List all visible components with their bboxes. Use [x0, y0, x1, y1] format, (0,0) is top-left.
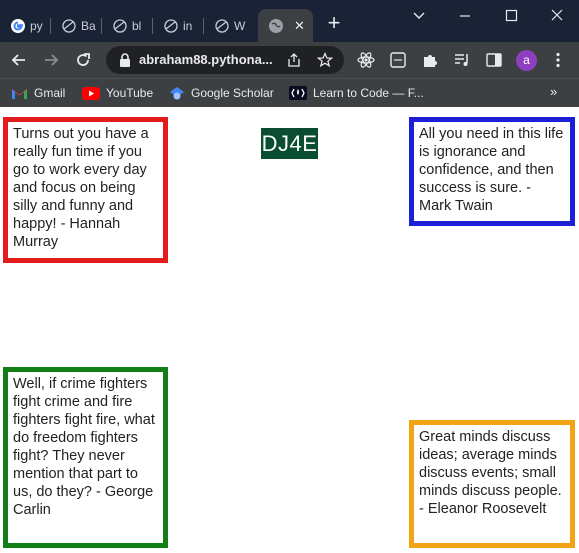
youtube-icon [82, 87, 100, 100]
google-icon [10, 18, 26, 34]
tab-4[interactable] [153, 9, 204, 42]
toolbar [0, 42, 579, 78]
url-text[interactable]: abraham88.pythona... [139, 52, 273, 67]
chevron-down-icon[interactable] [404, 6, 434, 26]
bookmark-freecodecamp[interactable] [289, 84, 424, 102]
tab-label: in [183, 18, 193, 33]
bookmark-label: Google Scholar [191, 86, 274, 100]
bookmark-label: YouTube [106, 86, 154, 100]
puzzle-icon[interactable] [420, 50, 440, 70]
share-icon[interactable] [286, 52, 302, 68]
back-arrow-icon[interactable] [9, 50, 29, 70]
kebab-menu-icon[interactable] [548, 50, 568, 70]
scholar-icon [169, 86, 185, 101]
bookmarks-bar [0, 78, 579, 107]
lock-icon[interactable] [118, 52, 132, 68]
media-control-icon[interactable] [452, 50, 472, 70]
quote-box-orange: Great minds discuss ideas; average minds discuss events; small minds discuss people. - Eleanor Roosevelt [409, 420, 575, 548]
close-window-icon[interactable] [542, 6, 572, 26]
extension-box-icon[interactable] [388, 50, 408, 70]
quote-box-red: Turns out you have a really fun time if you go to work every day and focus on being silly and funny and happy! - Hannah Murray [3, 117, 168, 263]
globe-icon [214, 18, 230, 34]
forward-arrow-icon[interactable] [41, 50, 61, 70]
tab-label: Ba [81, 18, 96, 33]
gmail-icon [11, 87, 28, 100]
maximize-icon[interactable] [496, 6, 526, 26]
tab-strip [0, 0, 579, 42]
bookmark-label: Learn to Code — F... [313, 86, 424, 100]
bookmark-google-scholar[interactable] [169, 84, 274, 102]
new-tab-button[interactable]: + [327, 10, 341, 35]
tab-1[interactable] [0, 9, 51, 42]
reload-icon[interactable] [73, 50, 93, 70]
bookmark-label: Gmail [34, 86, 66, 100]
tab-label: bl [132, 18, 142, 33]
profile-avatar[interactable]: a [516, 50, 537, 71]
tab-5[interactable] [204, 9, 255, 42]
tab-active[interactable] [258, 9, 313, 42]
tab-3[interactable] [102, 9, 153, 42]
globe-icon [268, 18, 284, 34]
globe-icon [163, 18, 179, 34]
side-panel-icon[interactable] [484, 50, 504, 70]
quote-box-green: Well, if crime fighters fight crime and fire fighters fight fire, what do freedom fighters fight? They never mention that part to us, do they? - George Carlin [3, 367, 168, 548]
globe-icon [61, 18, 77, 34]
globe-icon [112, 18, 128, 34]
address-bar[interactable] [106, 46, 344, 74]
star-icon[interactable] [317, 52, 333, 68]
bookmarks-overflow-button[interactable]: » [550, 84, 558, 99]
bookmark-youtube[interactable] [82, 84, 153, 102]
minimize-icon[interactable] [450, 6, 480, 26]
web-page [0, 108, 579, 553]
tab-label: W [234, 18, 246, 33]
quote-box-blue: All you need in this life is ignorance and confidence, and then success is sure. - Mark Twain [409, 117, 575, 226]
tab-2[interactable] [51, 9, 102, 42]
dj4e-logo: DJ4E [261, 128, 318, 159]
close-icon[interactable]: ✕ [294, 17, 305, 33]
tab-label: py [30, 18, 43, 33]
react-devtools-icon[interactable] [356, 50, 376, 70]
freecodecamp-icon [289, 86, 307, 100]
bookmark-gmail[interactable] [11, 84, 65, 102]
